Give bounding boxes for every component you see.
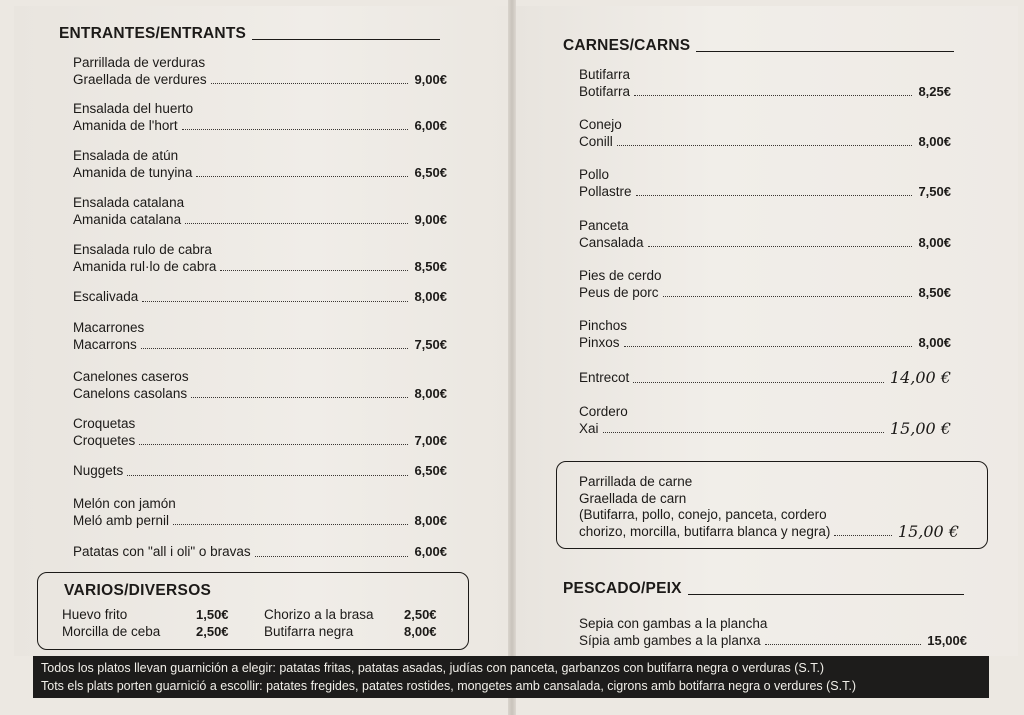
leader-dots bbox=[648, 246, 913, 247]
menu-item-price: 8,00€ bbox=[414, 512, 447, 528]
menu-item-price: 8,50€ bbox=[918, 284, 951, 300]
menu-item-line bbox=[73, 118, 447, 135]
pescado-item bbox=[579, 616, 967, 649]
menu-item-price: 6,50€ bbox=[414, 463, 447, 478]
menu-item bbox=[579, 218, 951, 251]
pescado-title: PESCADO/PEIX bbox=[563, 580, 682, 597]
pescado-rule bbox=[688, 594, 964, 595]
leader-dots bbox=[255, 556, 409, 557]
menu-item-name-ca: Pollastre bbox=[579, 183, 632, 199]
menu-item-name-ca: Peus de porc bbox=[579, 284, 659, 300]
menu-item-price: 8,00€ bbox=[918, 133, 951, 149]
menu-item-price: 6,00€ bbox=[414, 117, 447, 133]
pescado-price: 15,00€ bbox=[927, 632, 967, 648]
menu-item-price: 8,00€ bbox=[918, 334, 951, 350]
carnes-heading bbox=[563, 37, 954, 55]
leader-dots bbox=[141, 348, 409, 349]
menu-item bbox=[73, 496, 447, 529]
menu-item bbox=[73, 242, 447, 275]
menu-item-name-ca: Amanida catalana bbox=[73, 211, 182, 227]
pescado-last-line bbox=[579, 633, 967, 650]
leader-dots bbox=[127, 475, 408, 476]
varios-item-name: Butifarra negra bbox=[264, 624, 354, 639]
varios-grid bbox=[62, 606, 452, 640]
leader-dots bbox=[765, 644, 922, 645]
menu-item-name-es: Croquetas bbox=[73, 416, 136, 431]
menu-item-name-es: Conejo bbox=[579, 117, 622, 132]
menu-item-line bbox=[73, 72, 447, 89]
menu-item-price: 6,00€ bbox=[414, 544, 447, 559]
menu-item bbox=[73, 55, 447, 88]
leader-dots bbox=[603, 432, 884, 433]
menu-item-name-ca: Macarrons bbox=[73, 336, 137, 352]
varios-item-name: Chorizo a la brasa bbox=[264, 607, 374, 622]
menu-item-name-ca: Graellada de verdures bbox=[73, 71, 207, 87]
entrantes-heading bbox=[59, 25, 440, 43]
menu-item-name-es: Ensalada de atún bbox=[73, 148, 179, 163]
menu-item-name-es: Ensalada catalana bbox=[73, 195, 185, 210]
varios-item-price: 2,50€ bbox=[404, 607, 437, 622]
leader-dots bbox=[834, 535, 892, 536]
menu-item-name-es: Canelones caseros bbox=[73, 369, 189, 384]
menu-item bbox=[579, 117, 951, 150]
menu-item-name-ca: Conill bbox=[579, 133, 613, 149]
menu-item bbox=[73, 463, 447, 480]
menu-item-name-ca: Amanida de l'hort bbox=[73, 117, 178, 133]
menu-item-name-ca: Nuggets bbox=[73, 463, 124, 478]
menu-item bbox=[73, 544, 447, 561]
menu-item bbox=[73, 320, 447, 353]
menu-item-line bbox=[579, 134, 951, 151]
menu-item-name-ca: Canelons casolans bbox=[73, 385, 188, 401]
menu-item-price: 8,50€ bbox=[414, 258, 447, 274]
menu-item-line bbox=[579, 84, 951, 101]
menu-item-name-es: Panceta bbox=[579, 218, 629, 233]
menu-item-price: 8,00€ bbox=[414, 385, 447, 401]
parrillada-desc-2: chorizo, morcilla, butifarra blanca y negra) bbox=[579, 523, 831, 539]
menu-item-name-es: Parrillada de verduras bbox=[73, 55, 206, 70]
parrillada-desc: (Butifarra, pollo, conejo, panceta, cordero bbox=[579, 507, 827, 522]
menu-item-line bbox=[73, 463, 447, 480]
menu-item bbox=[579, 268, 951, 301]
menu-item-line bbox=[73, 289, 447, 306]
varios-row bbox=[62, 623, 452, 640]
menu-item-price: 9,00€ bbox=[414, 211, 447, 227]
menu-item-name-es: Pollo bbox=[579, 167, 610, 182]
parrillada-price: 15,00 € bbox=[897, 521, 959, 541]
leader-dots bbox=[220, 270, 408, 271]
menu-item-name-es: Pinchos bbox=[579, 318, 628, 333]
menu-item-price: 7,50€ bbox=[918, 183, 951, 199]
menu-item-name-es: Ensalada rulo de cabra bbox=[73, 242, 212, 257]
varios-item-price: 8,00€ bbox=[404, 624, 437, 639]
menu-item-name-ca: Pinxos bbox=[579, 334, 620, 350]
parrillada-last-line bbox=[579, 521, 959, 541]
leader-dots bbox=[173, 524, 408, 525]
menu-item-line bbox=[579, 370, 951, 387]
garnish-note-ca: Tots els plats porten guarnició a escollir: patates fregides, patates rostides, mongetes amb cansalada, cigrons amb botifarra negra o verdures (S.T.) bbox=[41, 679, 857, 693]
menu-item-name-es: Pies de cerdo bbox=[579, 268, 662, 283]
leader-dots bbox=[139, 444, 408, 445]
menu-item-line bbox=[73, 259, 447, 276]
menu-item bbox=[579, 370, 951, 387]
menu-item bbox=[73, 369, 447, 402]
pescado-name-es: Sepia con gambas a la plancha bbox=[579, 616, 768, 631]
leader-dots bbox=[636, 195, 913, 196]
leader-dots bbox=[663, 296, 913, 297]
entrantes-title: ENTRANTES/ENTRANTS bbox=[59, 25, 247, 42]
leader-dots bbox=[634, 95, 912, 96]
menu-item-name-es: Macarrones bbox=[73, 320, 145, 335]
menu-item-name-es: Butifarra bbox=[579, 67, 631, 82]
leader-dots bbox=[185, 223, 408, 224]
pescado-heading bbox=[563, 580, 964, 598]
leader-dots bbox=[624, 346, 913, 347]
parrillada-item bbox=[579, 474, 959, 540]
menu-item-price: 7,50€ bbox=[414, 336, 447, 352]
entrantes-rule bbox=[252, 39, 440, 40]
leader-dots bbox=[191, 397, 408, 398]
menu-item-name-es: Cordero bbox=[579, 404, 628, 419]
carnes-title: CARNES/CARNS bbox=[563, 37, 691, 54]
menu-item-name-ca: Patatas con "all i oli" o bravas bbox=[73, 544, 251, 559]
leader-dots bbox=[617, 145, 913, 146]
menu-item-name-es: Melón con jamón bbox=[73, 496, 176, 511]
leader-dots bbox=[633, 382, 884, 383]
menu-item bbox=[73, 289, 447, 306]
varios-item-name: Huevo frito bbox=[62, 607, 128, 622]
menu-item-name-ca: Meló amb pernil bbox=[73, 512, 170, 528]
menu-item bbox=[579, 318, 951, 351]
menu-item-line bbox=[579, 184, 951, 201]
menu-item bbox=[73, 195, 447, 228]
menu-fold bbox=[508, 0, 516, 715]
menu-item-line bbox=[579, 335, 951, 352]
menu-item-name-ca: Botifarra bbox=[579, 83, 631, 99]
menu-item bbox=[579, 67, 951, 100]
menu-item-name-ca: Amanida rul·lo de cabra bbox=[73, 258, 217, 274]
menu-item-line bbox=[73, 433, 447, 450]
menu-item-line bbox=[579, 235, 951, 252]
menu-item-price: 8,00€ bbox=[918, 234, 951, 250]
menu-item-price: 14,00 € bbox=[889, 368, 951, 387]
garnish-note-es: Todos los platos llevan guarnición a elegir: patatas fritas, patatas asadas, judías con panceta, garbanzos con butifarra negra o verduras (S.T.) bbox=[41, 661, 825, 675]
menu-item-line bbox=[73, 544, 447, 561]
leader-dots bbox=[211, 83, 409, 84]
menu-item bbox=[73, 416, 447, 449]
menu-item-price: 6,50€ bbox=[414, 164, 447, 180]
parrillada-name-ca: Graellada de carn bbox=[579, 490, 687, 506]
menu-item-name-es: Ensalada del huerto bbox=[73, 101, 194, 116]
leader-dots bbox=[142, 301, 408, 302]
menu-item-name-ca: Amanida de tunyina bbox=[73, 164, 193, 180]
parrillada-name-es: Parrillada de carne bbox=[579, 474, 693, 489]
menu-item-name-ca: Cansalada bbox=[579, 234, 644, 250]
varios-item-price: 1,50€ bbox=[196, 607, 229, 622]
menu-item bbox=[579, 404, 951, 437]
menu-item-name-ca: Croquetes bbox=[73, 432, 136, 448]
varios-row bbox=[62, 606, 452, 623]
menu-item-name-ca: Xai bbox=[579, 420, 599, 436]
menu-item-price: 7,00€ bbox=[414, 432, 447, 448]
menu-item-price: 8,25€ bbox=[918, 83, 951, 99]
menu-item-name-ca: Entrecot bbox=[579, 370, 630, 385]
menu-item-line bbox=[73, 386, 447, 403]
varios-title: VARIOS/DIVERSOS bbox=[64, 582, 212, 599]
menu-item-name-ca: Escalivada bbox=[73, 289, 139, 304]
garnish-note bbox=[33, 656, 989, 698]
menu-item-line bbox=[73, 513, 447, 530]
menu-item bbox=[73, 148, 447, 181]
menu-item-price: 9,00€ bbox=[414, 71, 447, 87]
carnes-rule bbox=[696, 51, 954, 52]
menu-item-line bbox=[73, 212, 447, 229]
menu-item-line bbox=[73, 165, 447, 182]
menu-item-line bbox=[579, 285, 951, 302]
menu-item bbox=[73, 101, 447, 134]
menu-item-price: 15,00 € bbox=[889, 418, 951, 438]
pescado-name-ca: Sípia amb gambes a la planxa bbox=[579, 632, 761, 648]
menu-item-line bbox=[579, 418, 951, 438]
menu-item-line bbox=[73, 337, 447, 354]
varios-item-name: Morcilla de ceba bbox=[62, 624, 161, 639]
varios-item-price: 2,50€ bbox=[196, 624, 229, 639]
leader-dots bbox=[182, 129, 409, 130]
menu-item bbox=[579, 167, 951, 200]
leader-dots bbox=[196, 176, 408, 177]
menu-item-price: 8,00€ bbox=[414, 289, 447, 304]
